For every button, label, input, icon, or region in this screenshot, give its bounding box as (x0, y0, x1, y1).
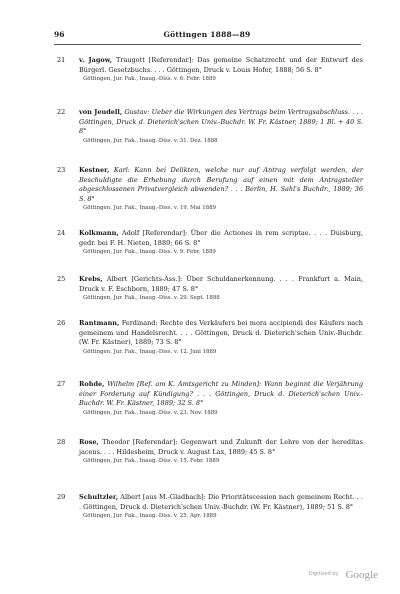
entry-text: Traugott [Referendar]: Das gemeine Schatzrecht und der Entwurf des Bürgerl. Gesetzbuchs. . . . Göttingen, Druck v. Louis Hofer, 1888; 56 S. 8° (79, 56, 363, 74)
entry-number: 24 (57, 229, 66, 237)
entry-author: Schultzler, (79, 493, 119, 501)
entry-note: Göttingen, Jur. Fak., Inaug.-Diss. v. 29. Sept. 1888 (83, 295, 220, 302)
entry-number: 27 (57, 380, 66, 388)
entry-number: 28 (57, 438, 66, 446)
entry-author: Kolkmann, (79, 229, 119, 237)
entry-text: Albert [aus M.-Gladbach]: Die Prioritätscession nach gemeinem Recht. . . . Göttingen, Druck d. Dieterich'schen Univ.-Buchdr. (W. Fr. Kästner), 1889; 51 S. 8° (79, 493, 363, 511)
entry-text: Ferdinand: Rechte des Verkäufers bei mora accipiendi des Käufers nach gemeinem und Handelsrecht. . . . Göttingen, Druck d. Dieterich'schen Univ.-Buchdr. (W. Fr. Kästner), 1889; 73 S. 8° (79, 319, 363, 347)
entry-text: Karl: Kann bei Delikten, welche nur auf Antrag verfolgt werden, der Beschuldigte die Erhebung durch Berufung auf einen mit dem Antragsteller abgeschlossenen Privatvergleich abwenden? . . . Berlin, H. Sahl's Buchdr., 1889; 36 S. 8° (79, 166, 363, 203)
entry-author: Rose, (79, 438, 99, 446)
entry-body (79, 493, 363, 520)
running-head: Göttingen 1888—89 (163, 30, 251, 39)
header-rule (54, 44, 361, 45)
entry-number: 26 (57, 319, 66, 327)
entry-number: 29 (57, 493, 66, 501)
entry-text: Albert [Gerichts-Ass.]: Über Schuldanerkennung. . . . Frankfurt a. Main, Druck v. F. Eschborn, 1889; 47 S. 8° (79, 275, 363, 293)
entry-body (79, 56, 363, 83)
entry-author: v. Jagow, (79, 56, 113, 64)
page-header (54, 30, 360, 42)
entry-body (79, 438, 363, 465)
page-number: 96 (54, 30, 65, 39)
entry-text: Theodor [Referendar]: Gegenwart und Zukunft der Lehre von der hereditas jacens. . . . Hildesheim, Druck v. August Lax, 1889; 45 S. 8° (79, 438, 363, 456)
entry-body (79, 275, 363, 302)
entry-note: Göttingen, Jur. Fak., Inaug.-Diss. v. 19. Mai 1889 (83, 205, 216, 212)
entry-author: Kestner, (79, 166, 110, 174)
entry-note: Göttingen, Jur. Fak., Inaug.-Diss. v. 12. Juni 1889 (83, 348, 217, 355)
entry-number: 25 (57, 275, 66, 283)
entry-note: Göttingen, Jur. Fak., Inaug.-Diss. v. 15. Febr. 1889 (83, 458, 220, 465)
entry-note: Göttingen, Jur. Fak., Inaug.-Diss. v. 9. Febr. 1889 (83, 249, 216, 256)
entry-body (79, 319, 363, 356)
entry-body (79, 166, 363, 212)
entry-note: Göttingen, Jur. Fak., Inaug.-Diss. v. 23. Nov. 1889 (83, 409, 218, 416)
entry-note: Göttingen, Jur. Fak., Inaug.-Diss. v. 6. Febr. 1889 (83, 76, 216, 83)
entry-author: von Jeudell, (79, 108, 123, 116)
watermark-prefix: Digitized by (308, 570, 339, 577)
entry-number: 21 (57, 56, 66, 64)
entry-note: Göttingen, Jur. Fak., Inaug.-Diss. v. 31. Dez. 1888 (83, 137, 218, 144)
entry-number: 23 (57, 166, 66, 174)
entry-note: Göttingen, Jur. Fak., Inaug.-Diss. v. 25. Apr. 1889 (83, 513, 217, 520)
digitized-watermark (309, 563, 378, 582)
entry-body (79, 380, 363, 417)
entry-body (79, 108, 363, 145)
entry-body (79, 229, 363, 256)
entry-author: Rantmann, (79, 319, 120, 327)
google-logo: Google (345, 569, 378, 581)
entry-text: Gustav: Ueber die Wirkungen des Vertrags beim Vertragsabschluss. . . . Göttingen, Druck d. Dieterich'schen Univ.-Buchdr. W. Fr. Kästner, 1889; 1 Bl. + 40 S. 8° (79, 108, 363, 136)
entry-text: Adolf [Referendar]: Über die Actiones in rem scriptae. . . . Duisburg, gedr. bei F. H. Nieten, 1889; 66 S. 8° (79, 229, 363, 247)
entry-author: Rohde, (79, 380, 105, 388)
entry-number: 22 (57, 108, 66, 116)
entry-text: Wilhelm [Ref. am K. Amtsgericht zu Minden]: Wann beginnt die Verjährung einer Forderung auf Kündigung? . . . Göttingen, Druck d. Dieterich'schen Univ.-Buchdr. W. Fr. Kästner, 1889; 32 S. 8° (79, 380, 363, 408)
entry-author: Krebs, (79, 275, 103, 283)
